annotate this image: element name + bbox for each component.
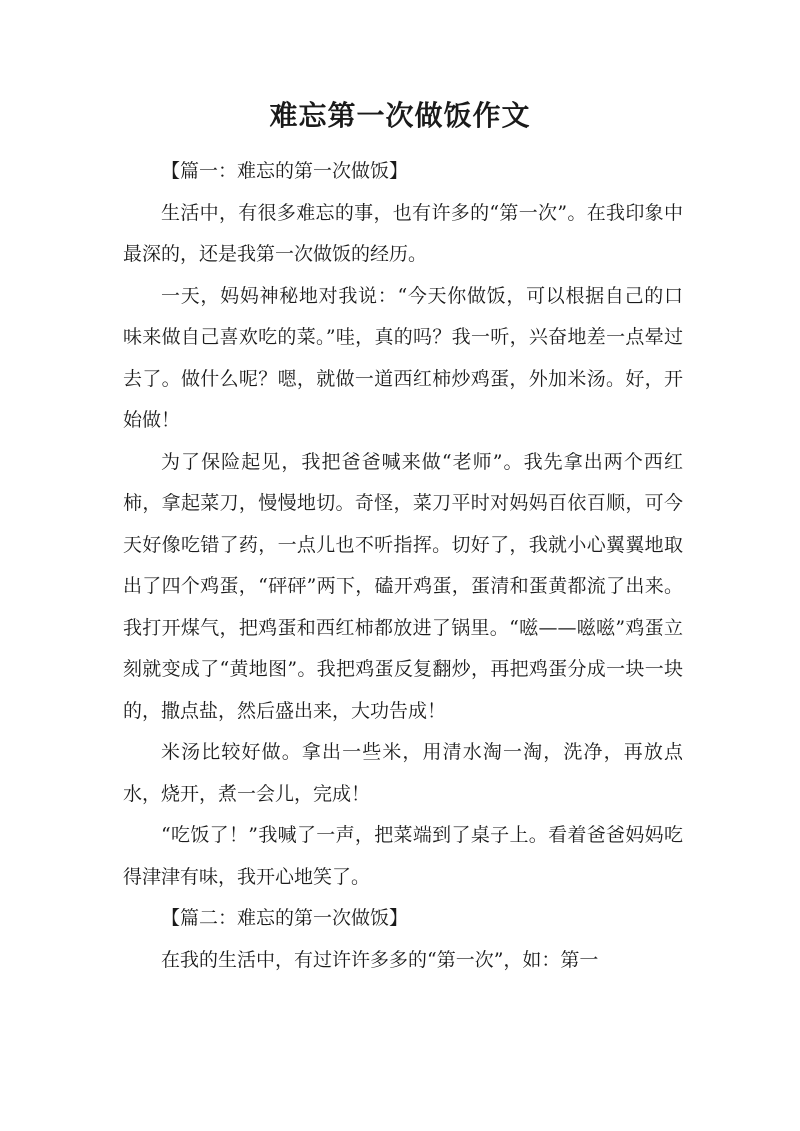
paragraph: “吃饭了！”我喊了一声，把菜端到了桌子上。看着爸爸妈妈吃得津津有味，我开心地笑了。	[123, 824, 683, 888]
paragraph: 在我的生活中，有过许许多多的“第一次”，如：第一	[161, 948, 599, 971]
section-heading-2: 【篇二：难忘的第一次做饭】	[161, 907, 409, 929]
paragraph: 为了保险起见，我把爸爸喊来做“老师”。我先拿出两个西红柿，拿起菜刀，慢慢地切。奇怪，菜刀平时对妈妈百依百顺，可今天好像吃错了药，一点儿也不听指挥。切好了，我就小心翼翼地取出了四个鸡蛋，“砰砰”两下，磕开鸡蛋，蛋清和蛋黄都流了出来。我打开煤气，把鸡蛋和西红柿都放进了锅里。“嗞——嗞嗞”鸡蛋立刻就变成了“黄地图”。我把鸡蛋反复翻炒，再把鸡蛋分成一块一块的，撒点盐，然后盛出来，大功告成！	[123, 450, 683, 722]
paragraph: 生活中，有很多难忘的事，也有许多的“第一次”。在我印象中最深的，还是我第一次做饭的经历。	[123, 201, 683, 265]
section-heading-1: 【篇一：难忘的第一次做饭】	[161, 160, 409, 182]
paragraph: 米汤比较好做。拿出一些米，用清水淘一淘，洗净，再放点水，烧开，煮一会儿，完成！	[123, 741, 683, 805]
document-body	[123, 151, 683, 981]
paragraph: 一天，妈妈神秘地对我说：“今天你做饭，可以根据自己的口味来做自己喜欢吃的菜。”哇，真的吗？我一听，兴奋地差一点晕过去了。做什么呢？嗯，就做一道西红柿炒鸡蛋，外加米汤。好，开始做！	[123, 284, 683, 431]
document-title: 难忘第一次做饭作文	[269, 99, 531, 132]
